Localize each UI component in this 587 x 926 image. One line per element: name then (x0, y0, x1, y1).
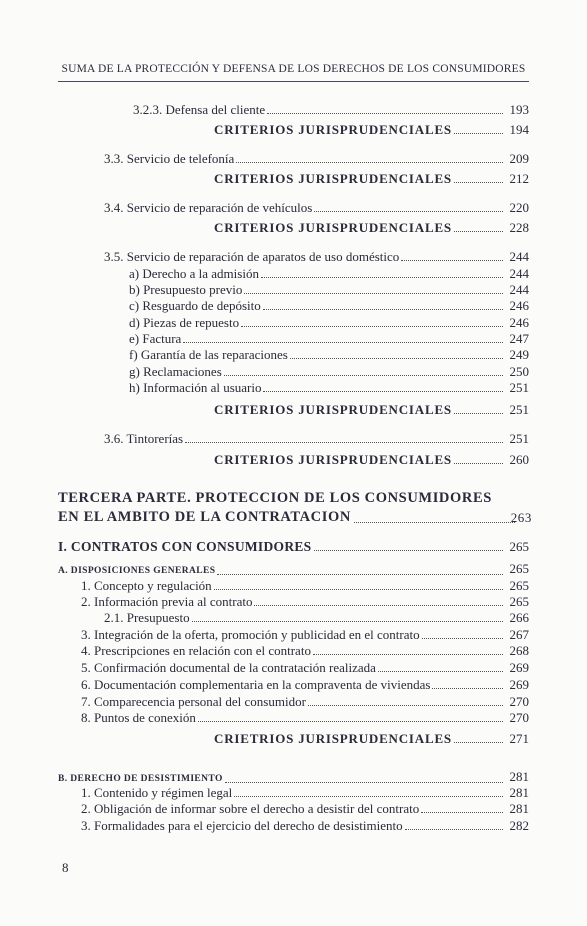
toc-entry[interactable] (81, 710, 529, 726)
toc-page: 268 (509, 643, 529, 658)
toc-entry-criterios[interactable] (214, 402, 529, 418)
toc-label: g) Reclamaciones (129, 364, 222, 379)
leader-dots (224, 375, 503, 376)
toc-label: 3. Formalidades para el ejercicio del derecho de desistimiento (81, 818, 403, 833)
toc-label: B. DERECHO DE DESISTIMIENTO (58, 774, 223, 784)
toc-entry[interactable] (81, 801, 529, 817)
leader-dots (217, 574, 503, 575)
toc-entry[interactable] (133, 102, 529, 118)
toc-entry[interactable] (104, 200, 529, 216)
toc-page: 270 (509, 710, 529, 725)
toc-entry-criterios[interactable] (214, 731, 529, 747)
toc-entry[interactable] (81, 627, 529, 643)
toc-page: 194 (509, 122, 529, 137)
toc-entry[interactable] (129, 315, 529, 331)
leader-dots (225, 782, 503, 783)
toc-page: 269 (509, 660, 529, 675)
leader-dots (192, 621, 503, 622)
toc-label: 3.4. Servicio de reparación de vehículos (104, 200, 313, 215)
toc-label: 1. Contenido y régimen legal (81, 785, 233, 800)
leader-dots (198, 721, 503, 722)
toc-entry-criterios[interactable] (214, 122, 529, 138)
toc-page: 282 (509, 818, 529, 833)
toc-label: 6. Documentación complementaria en la compraventa de viviendas (81, 677, 431, 692)
toc-label: c) Resguardo de depósito (129, 298, 261, 313)
toc-label: 2.1. Presupuesto (104, 610, 190, 625)
toc-label: d) Piezas de repuesto (129, 315, 240, 330)
toc-page: 281 (509, 769, 529, 784)
toc-label: 2. Obligación de informar sobre el derecho a desistir del contrato (81, 801, 420, 816)
toc-entry[interactable] (104, 249, 529, 265)
toc-entry-criterios[interactable] (214, 171, 529, 187)
toc-label: a) Derecho a la admisión (129, 266, 259, 281)
toc-page: 209 (509, 151, 529, 166)
toc-page: 247 (509, 331, 529, 346)
toc-page: 251 (509, 380, 529, 395)
toc-label: CRITERIOS JURISPRUDENCIALES (214, 122, 452, 137)
page-number: 8 (62, 860, 69, 875)
leader-dots (290, 358, 503, 359)
part-title-line1: TERCERA PARTE. PROTECCION DE LOS CONSUMIDORES (58, 490, 492, 506)
toc-page: 270 (509, 694, 529, 709)
toc-page: 220 (509, 200, 529, 215)
toc-entry[interactable] (81, 578, 529, 594)
toc-label: I. CONTRATOS CON CONSUMIDORES (58, 539, 312, 554)
toc-page: 271 (509, 731, 529, 746)
toc-entry[interactable] (81, 594, 529, 610)
leader-dots (314, 550, 504, 551)
toc-label: 4. Prescripciones en relación con el contrato (81, 643, 311, 658)
part-title-line2: EN EL AMBITO DE LA CONTRATACION (58, 509, 351, 525)
leader-dots (241, 326, 503, 327)
toc-page: 250 (509, 364, 529, 379)
toc-label: b) Presupuesto previo (129, 282, 243, 297)
leader-dots (183, 342, 503, 343)
toc-entry[interactable] (104, 151, 529, 167)
leader-dots (405, 829, 503, 830)
leader-dots (454, 231, 503, 232)
toc-page: 265 (509, 561, 529, 576)
toc-entry[interactable] (129, 282, 529, 298)
toc-page: 281 (509, 801, 529, 816)
leader-dots (263, 391, 503, 392)
toc-page: 193 (509, 102, 529, 117)
toc-page: 281 (509, 785, 529, 800)
toc-label: 2. Información previa al contrato (81, 594, 253, 609)
toc-entry[interactable] (81, 694, 529, 710)
toc-section-heading[interactable] (58, 539, 529, 555)
leader-dots (354, 522, 515, 523)
toc-entry[interactable] (129, 266, 529, 282)
toc-entry[interactable] (129, 331, 529, 347)
toc-page: 246 (509, 298, 529, 313)
leader-dots (313, 654, 503, 655)
toc-page: 269 (509, 677, 529, 692)
toc-label: 3.3. Servicio de telefonía (104, 151, 235, 166)
toc-page: 246 (509, 315, 529, 330)
toc-label: 3.6. Tintorerías (104, 431, 184, 446)
toc-label: CRITERIOS JURISPRUDENCIALES (214, 220, 452, 235)
toc-page: 212 (509, 171, 529, 186)
leader-dots (454, 463, 503, 464)
leader-dots (234, 796, 503, 797)
toc-entry[interactable] (81, 785, 529, 801)
running-header: SUMA DE LA PROTECCIÓN Y DEFENSA DE LOS DERECHOS DE LOS CONSUMIDORES (58, 63, 529, 82)
leader-dots (185, 442, 503, 443)
toc-page: 244 (509, 266, 529, 281)
toc-label: CRITERIOS JURISPRUDENCIALES (214, 171, 452, 186)
leader-dots (454, 742, 503, 743)
leader-dots (236, 162, 503, 163)
toc-page: 251 (509, 431, 529, 446)
toc-entry[interactable] (129, 380, 529, 396)
leader-dots (432, 688, 503, 689)
toc-label: 7. Comparecencia personal del consumidor (81, 694, 306, 709)
toc-entry[interactable] (81, 818, 529, 834)
toc-label: 1. Concepto y regulación (81, 578, 212, 593)
leader-dots (421, 812, 503, 813)
toc-label: 3. Integración de la oferta, promoción y publicidad en el contrato (81, 627, 420, 642)
toc-label: e) Factura (129, 331, 182, 346)
toc-entry[interactable] (81, 677, 529, 693)
toc-label: CRITERIOS JURISPRUDENCIALES (214, 402, 452, 417)
toc-entry[interactable] (104, 431, 529, 447)
leader-dots (454, 182, 503, 183)
toc-page: 228 (509, 220, 529, 235)
toc-label: 3.2.3. Defensa del cliente (133, 102, 266, 117)
toc-entry[interactable] (129, 347, 529, 363)
toc-label: 5. Confirmación documental de la contratación realizada (81, 660, 376, 675)
toc-page: 244 (509, 249, 529, 264)
toc-page: 249 (509, 347, 529, 362)
leader-dots (454, 413, 503, 414)
toc-page: 265 (509, 539, 529, 554)
toc-entry-criterios[interactable] (214, 452, 529, 468)
leader-dots (214, 589, 503, 590)
toc-label: A. DISPOSICIONES GENERALES (58, 566, 216, 576)
toc-page: 265 (509, 594, 529, 609)
leader-dots (314, 211, 503, 212)
toc-page: 267 (509, 627, 529, 642)
toc-page: 244 (509, 282, 529, 297)
toc-label: 8. Puntos de conexión (81, 710, 196, 725)
toc-label: h) Información al usuario (129, 380, 262, 395)
part-heading[interactable] (58, 489, 532, 527)
toc-entry-criterios[interactable] (214, 220, 529, 236)
leader-dots (261, 277, 503, 278)
toc-page: 263 (510, 510, 532, 525)
leader-dots (454, 133, 503, 134)
toc-entry[interactable] (129, 298, 529, 314)
leader-dots (244, 293, 503, 294)
leader-dots (254, 605, 503, 606)
toc-page: 266 (509, 610, 529, 625)
toc-page: 251 (509, 402, 529, 417)
toc-label: CRIETRIOS JURISPRUDENCIALES (214, 731, 452, 746)
leader-dots (267, 113, 503, 114)
toc-entry[interactable] (104, 610, 529, 626)
toc-label: 3.5. Servicio de reparación de aparatos de uso doméstico (104, 249, 400, 264)
leader-dots (308, 705, 503, 706)
toc-page: 260 (509, 452, 529, 467)
toc-label: CRITERIOS JURISPRUDENCIALES (214, 452, 452, 467)
toc-entry[interactable] (81, 643, 529, 659)
toc-entry[interactable] (81, 660, 529, 676)
toc-page: 265 (509, 578, 529, 593)
toc-label: f) Garantía de las reparaciones (129, 347, 288, 362)
leader-dots (378, 671, 503, 672)
toc-entry[interactable] (129, 364, 529, 380)
leader-dots (401, 260, 503, 261)
toc-subsection-heading[interactable] (58, 561, 529, 579)
leader-dots (422, 638, 503, 639)
leader-dots (263, 309, 503, 310)
